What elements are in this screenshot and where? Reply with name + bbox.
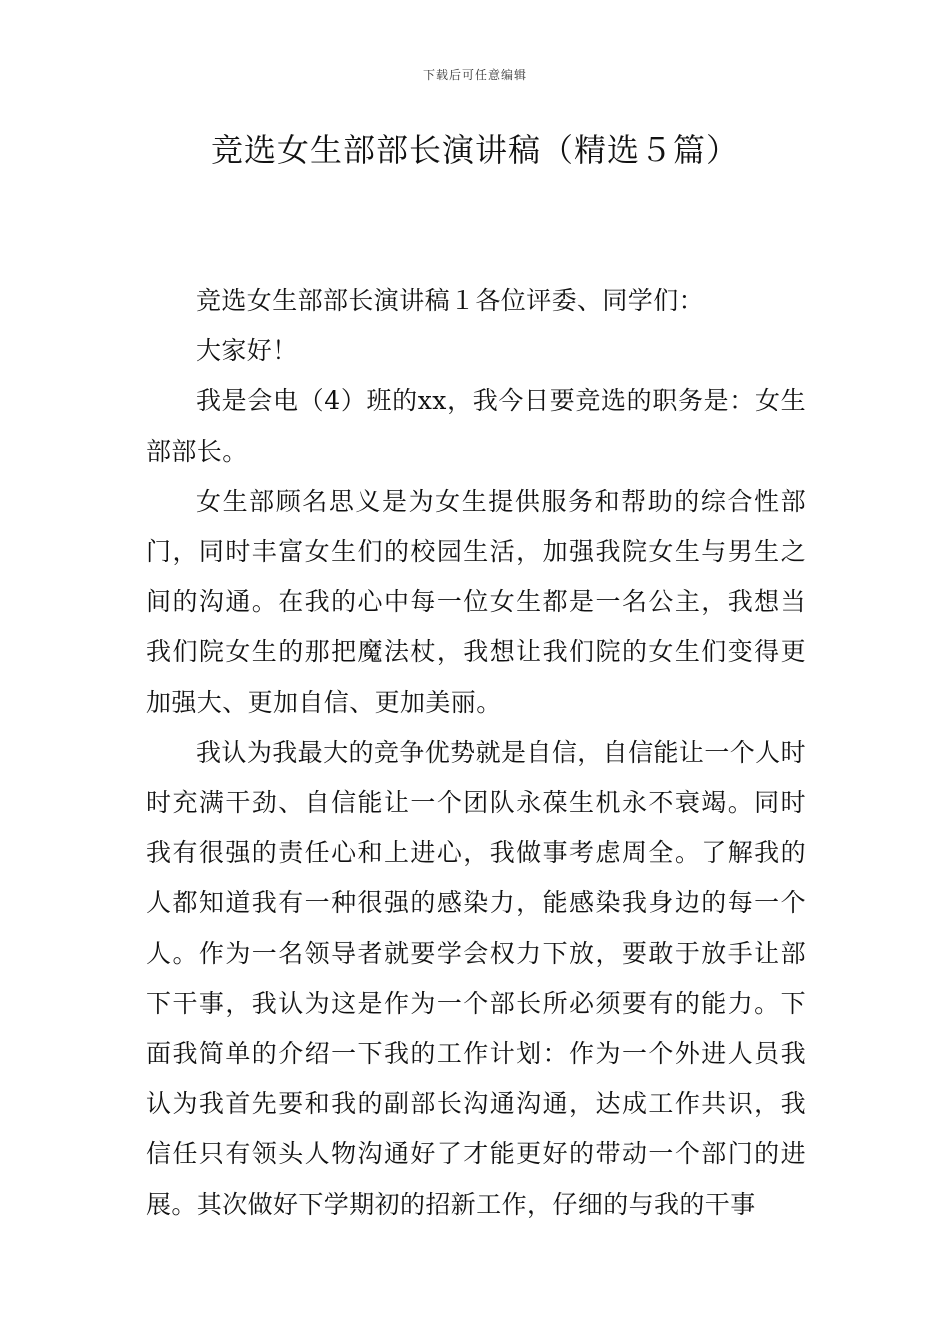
paragraph-strengths-and-plan: 我认为我最大的竞争优势就是自信，自信能让一个人时时充满干劲、自信能让一个团队永葆生机永不衰竭。同时我有很强的责任心和上进心，我做事考虑周全。了解我的人都知道我有一种很强的感染力，能感染我身边的每一个人。作为一名领导者就要学会权力下放，要敢于放手让部下干事，我认为这是作为一个部长所必须要有的能力。下面我简单的介绍一下我的工作计划：作为一个外进人员我认为我首先要和我的副部长沟通沟通，达成工作共识，我信任只有领头人物沟通好了才能更好的带动一个部门的进展。其次做好下学期初的招新工作，仔细的与我的干事 — [146, 737, 806, 1219]
document-body — [146, 276, 806, 1230]
paragraph-introduction: 我是会电（4）班的xx，我今日要竞选的职务是：女生部部长。 — [146, 386, 806, 466]
paragraph-department-purpose: 女生部顾名思义是为女生提供服务和帮助的综合性部门，同时丰富女生们的校园生活，加强我院女生与男生之间的沟通。在我的心中每一位女生都是一名公主，我想当我们院女生的那把魔法杖，我想让我们院的女生们变得更加强大、更加自信、更加美丽。 — [146, 486, 806, 717]
header-note: 下载后可任意编辑 — [422, 68, 527, 82]
document-title: 竞选女生部部长演讲稿（精选５篇） — [210, 131, 739, 169]
paragraph-greeting: 大家好！ — [196, 336, 298, 366]
paragraph-opening: 竞选女生部部长演讲稿１各位评委、同学们： — [196, 286, 705, 315]
